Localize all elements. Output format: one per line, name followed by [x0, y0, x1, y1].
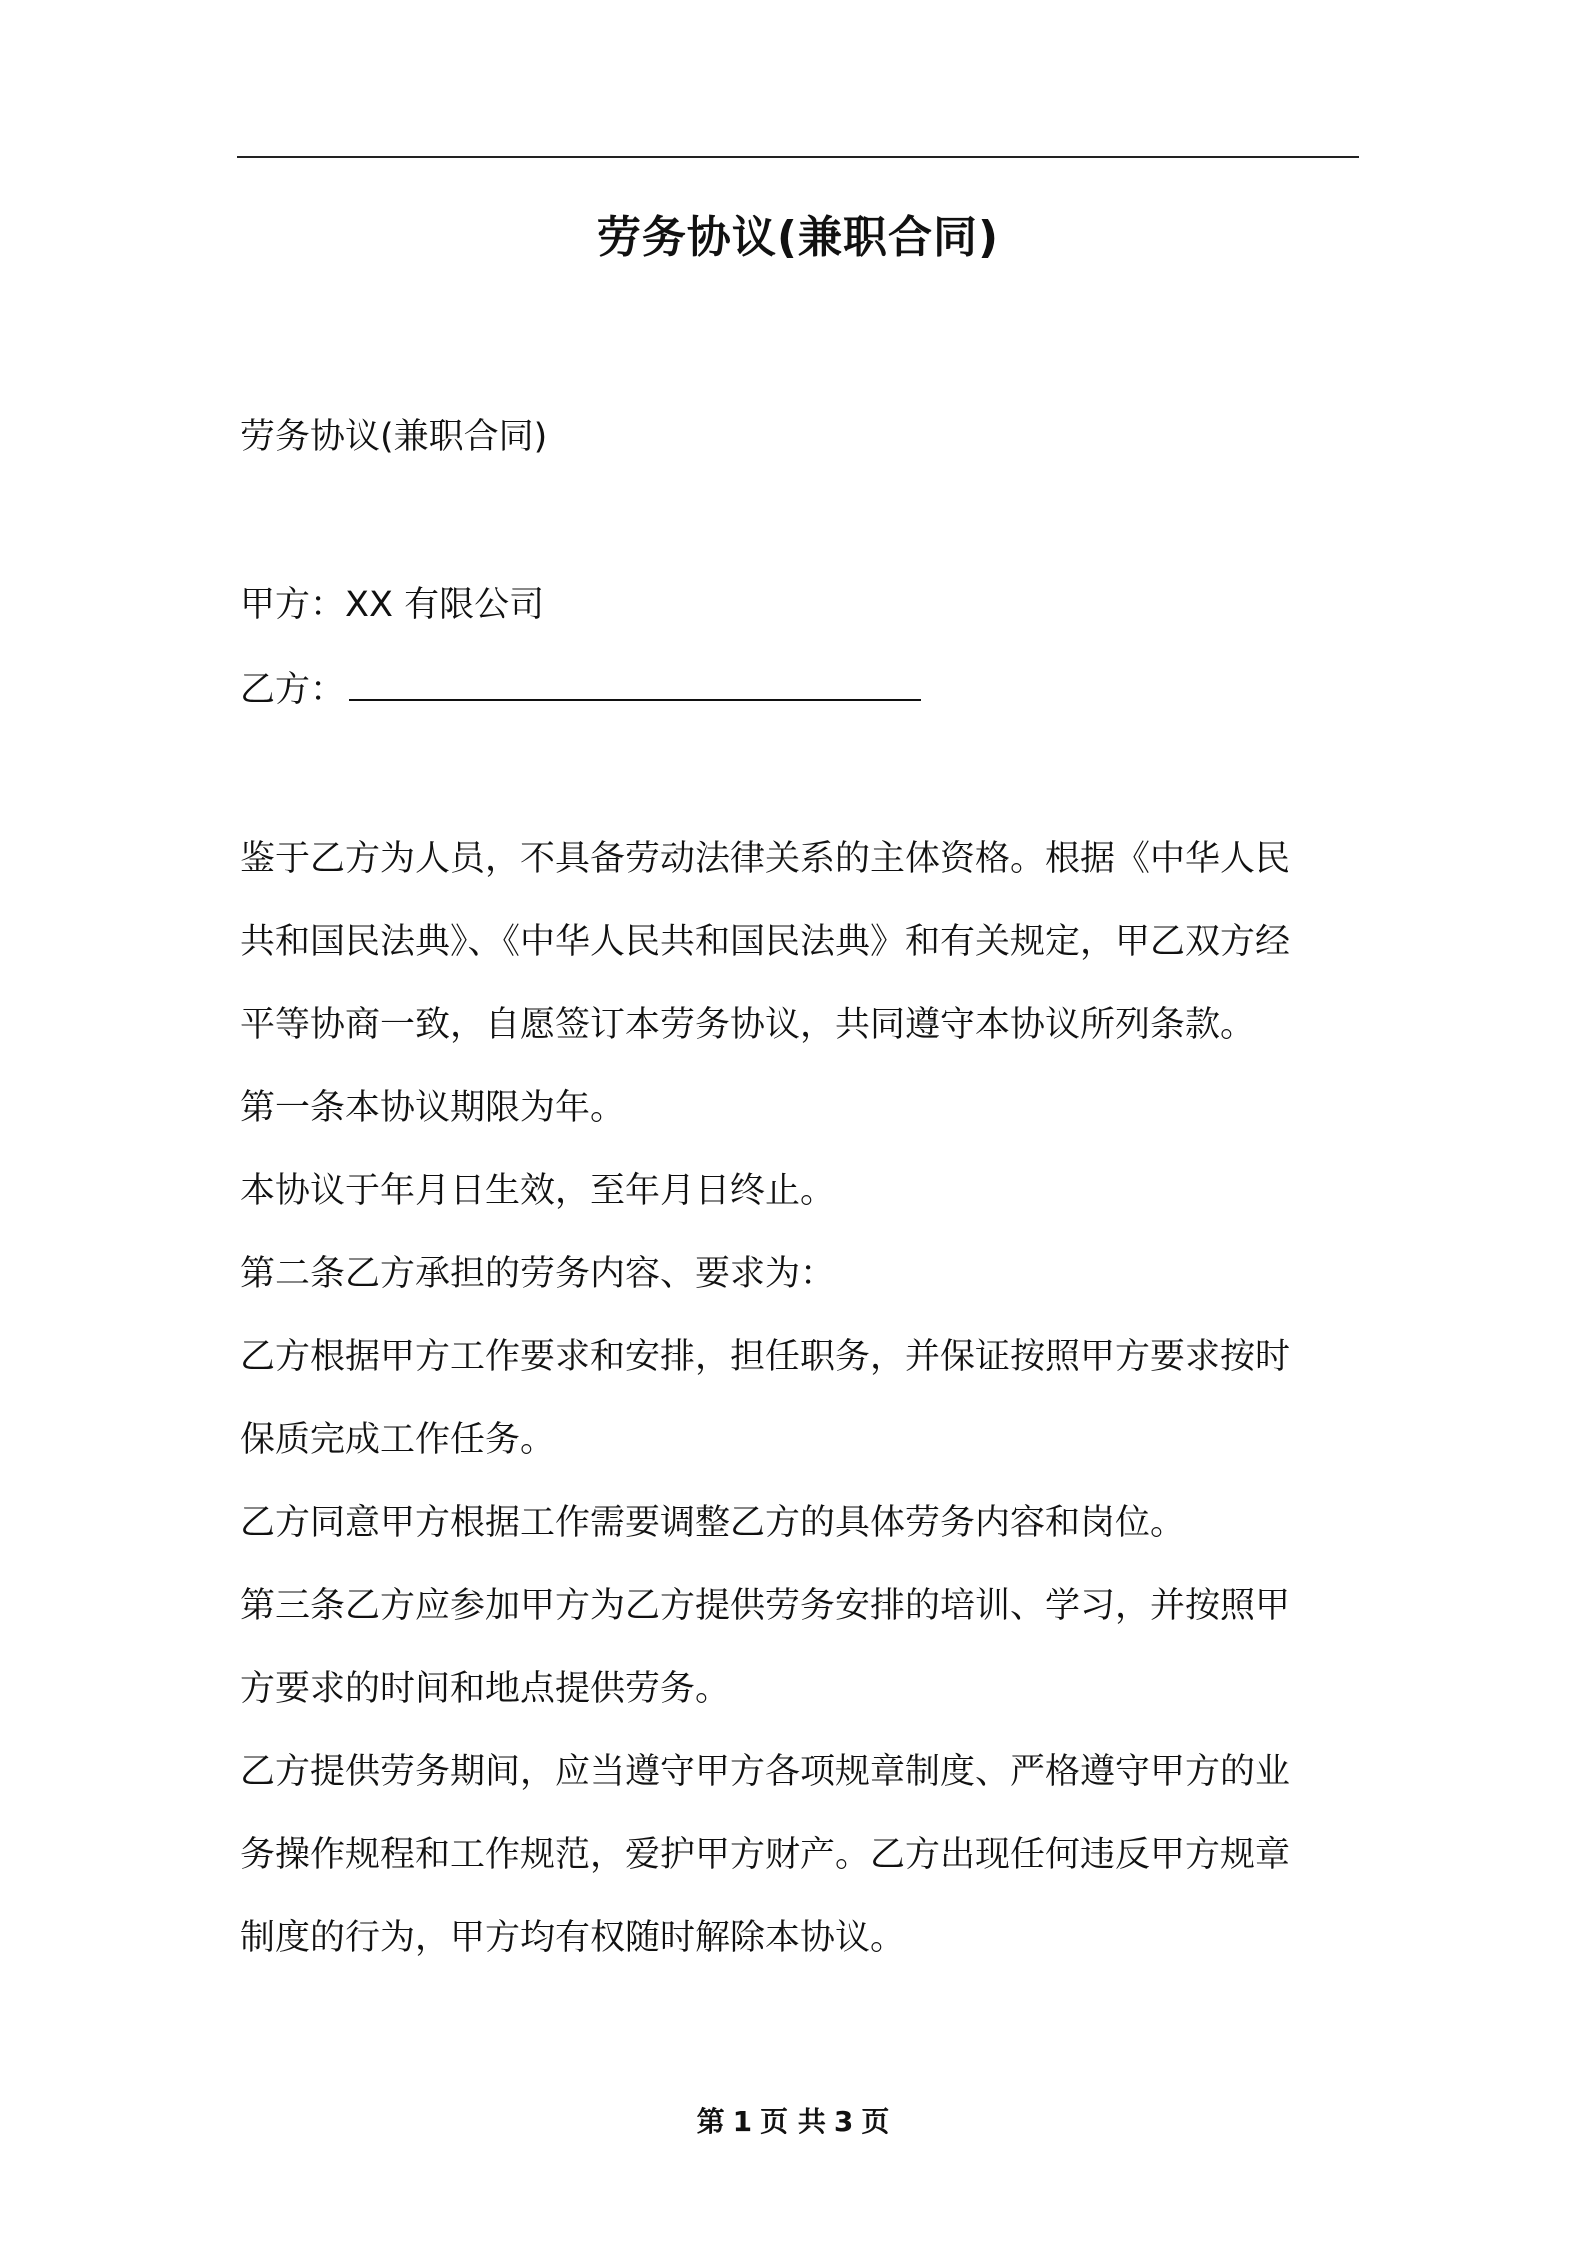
body-line: 乙方提供劳务期间，应当遵守甲方各项规章制度、严格遵守甲方的业	[240, 1752, 1291, 1792]
page-footer	[0, 2100, 1586, 2140]
body-line: 保质完成工作任务。	[240, 1420, 556, 1460]
page-suffix: 页	[861, 2105, 890, 2138]
document-title: 劳务协议(兼职合同)	[596, 212, 1000, 263]
party-a-label: 甲方：	[240, 585, 346, 625]
body-line: 乙方同意甲方根据工作需要调整乙方的具体劳务内容和岗位。	[240, 1503, 1186, 1543]
party-a-value: XX 有限公司	[345, 585, 545, 625]
body-line: 方要求的时间和地点提供劳务。	[240, 1669, 731, 1709]
document-subtitle: 劳务协议(兼职合同)	[240, 417, 548, 457]
body-line: 务操作规程和工作规范，爱护甲方财产。乙方出现任何违反甲方规章	[240, 1835, 1291, 1875]
body-line: 共和国民法典》、《中华人民共和国民法典》和有关规定，甲乙双方经	[240, 922, 1291, 962]
party-b-line	[240, 665, 921, 715]
body-line: 第三条乙方应参加甲方为乙方提供劳务安排的培训、学习，并按照甲	[240, 1586, 1291, 1626]
page-current: 1	[732, 2105, 753, 2138]
document-body	[240, 818, 1360, 1980]
body-line: 制度的行为，甲方均有权随时解除本协议。	[240, 1918, 906, 1958]
body-line: 乙方根据甲方工作要求和安排，担任职务，并保证按照甲方要求按时	[240, 1337, 1291, 1377]
header-rule	[237, 156, 1359, 158]
body-line: 第二条乙方承担的劳务内容、要求为：	[240, 1254, 836, 1294]
party-a-line	[240, 580, 544, 630]
body-line: 本协议于年月日生效，至年月日终止。	[240, 1171, 836, 1211]
page-prefix: 第	[696, 2105, 725, 2138]
page-total: 3	[833, 2105, 854, 2138]
body-line: 平等协商一致，自愿签订本劳务协议，共同遵守本协议所列条款。	[240, 1005, 1256, 1045]
page-middle: 页 共	[760, 2105, 826, 2138]
body-line: 鉴于乙方为人员，不具备劳动法律关系的主体资格。根据《中华人民	[240, 839, 1291, 879]
body-line: 第一条本协议期限为年。	[240, 1088, 626, 1128]
party-b-label: 乙方：	[240, 670, 346, 710]
party-b-blank	[349, 669, 921, 701]
